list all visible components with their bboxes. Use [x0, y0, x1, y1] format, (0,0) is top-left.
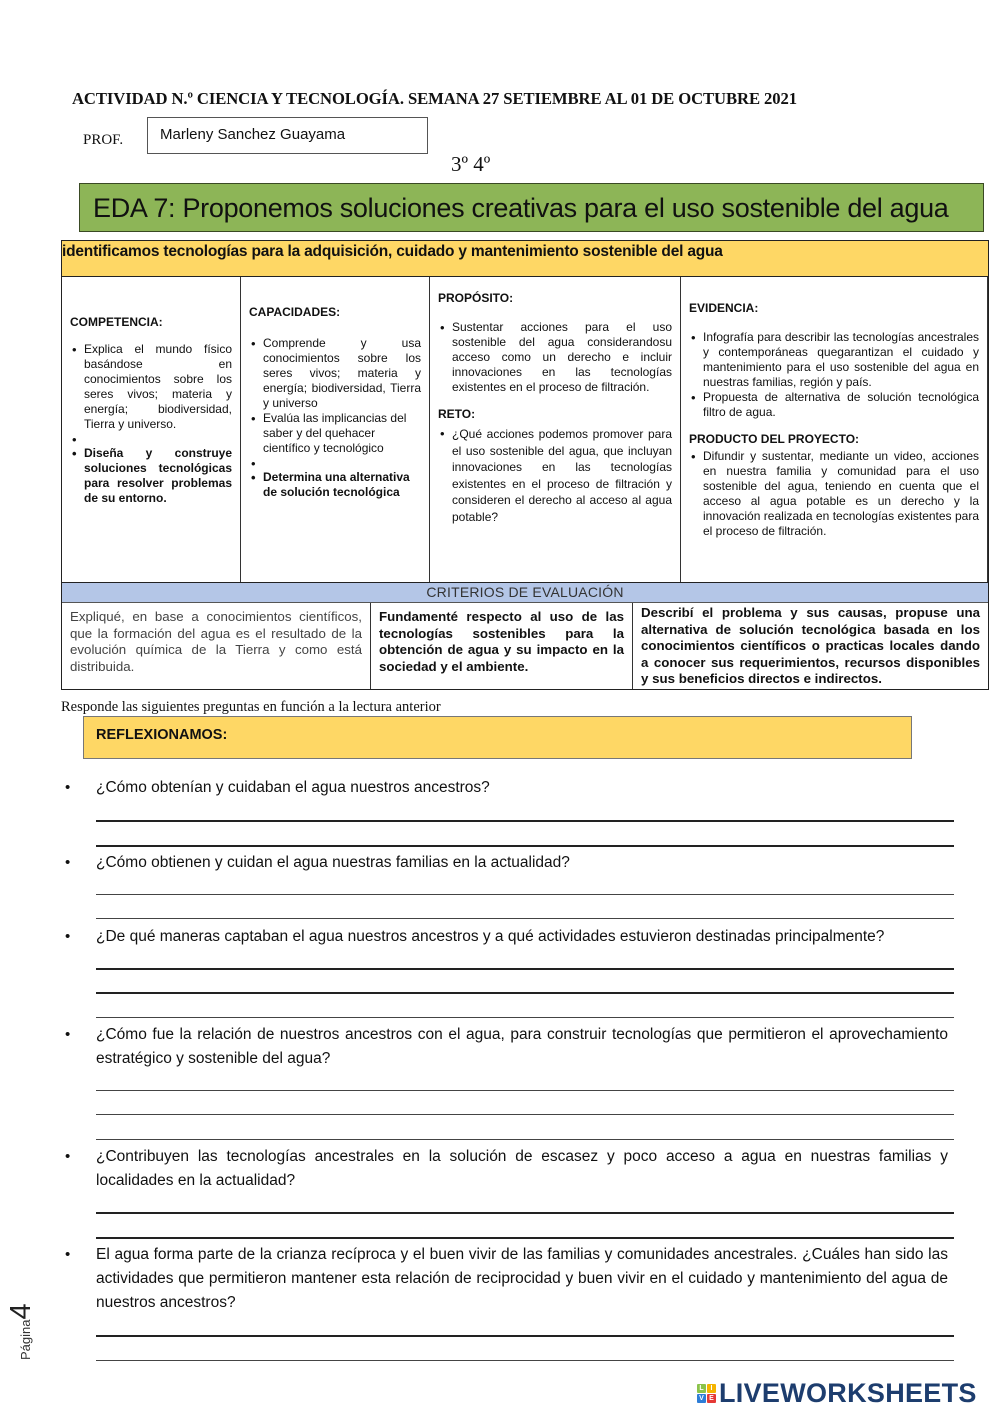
evidencia-item: • Infografía para describir las tecnologías ancestrales y contemporáneas quegarantizan el cuidado y mantenimiento para el uso sostenible del agua en nuestras familias, región y país. — [689, 330, 979, 390]
criterio-1: Expliqué, en base a conocimientos científicos, que la formación del agua es el resultado de la evolución química de la Tierra y como está distribuida. — [62, 603, 371, 689]
capacidad-item: • Evalúa las implicancias del saber y del quehacer científico y tecnológico — [249, 411, 421, 456]
page-label: Página — [18, 1319, 33, 1360]
spacer — [70, 432, 232, 446]
capacidades-heading: CAPACIDADES: — [249, 305, 341, 319]
evidencia-item: • Propuesta de alternativa de solución tecnológica filtro de agua. — [689, 390, 979, 420]
answer-line-6b[interactable] — [96, 1360, 954, 1361]
competencia-heading: COMPETENCIA: — [70, 315, 163, 329]
producto-item: • Difundir y sustentar, mediante un video, acciones en nuestra familia y comunidad para el uso sostenible del agua, teniendo en cuenta que el acceso al agua potable es un derecho y la innovación realizada en tecnologías existentes para el proceso de filtración. — [689, 449, 979, 539]
answer-line-4c[interactable] — [96, 1139, 954, 1140]
answer-line-2b[interactable] — [96, 918, 954, 919]
live-badge-icon: L I V E — [697, 1384, 716, 1403]
capacidad-item: • Determina una alternativa de solución tecnológica — [249, 470, 421, 500]
criterio-3: Describí el problema y sus causas, propuse una alternativa de solución tecnológica basada en los conocimientos científicos o practicas locales dando a conocer sus requerimientos, recursos disponibles y sus beneficios directos e indirectos. — [641, 605, 980, 686]
criterio-2: Fundamenté respecto al uso de las tecnologías sostenibles para la obtención de agua y su impacto en la sociedad y el ambiente. — [371, 603, 633, 689]
answer-line-3b[interactable] — [96, 992, 954, 994]
producto-heading: PRODUCTO DEL PROYECTO: — [689, 432, 860, 446]
competencia-item: • Explica el mundo físico basándose en conocimientos sobre los seres vivos; materia y energía; biodiversidad, Tierra y universo. — [70, 342, 232, 432]
competencia-cell — [62, 277, 241, 582]
criterios-heading: CRITERIOS DE EVALUACIÓN — [62, 582, 988, 603]
activity-title: ACTIVIDAD N.º CIENCIA Y TECNOLOGÍA. SEMANA 27 SETIEMBRE AL 01 DE OCTUBRE 2021 — [72, 89, 797, 108]
proposito-heading: PROPÓSITO: — [438, 291, 514, 305]
capacidades-cell — [241, 277, 430, 582]
competencia-item: • Diseña y construye soluciones tecnológicas para resolver problemas de su entorno. — [70, 446, 232, 506]
question-2: • ¿Cómo obtienen y cuidan el agua nuestras familias en la actualidad? — [96, 851, 948, 875]
spacer — [249, 456, 421, 470]
answer-line-6a[interactable] — [96, 1335, 954, 1337]
answer-line-1b[interactable] — [96, 845, 954, 847]
answer-line-4b[interactable] — [96, 1114, 954, 1115]
question-5: • ¿Contribuyen las tecnologías ancestrales en la solución de escasez y poco acceso a agua en nuestras familias y localidades en la actualidad? — [96, 1145, 948, 1193]
proposito-item: • Sustentar acciones para el uso sostenible del agua considerandosu acceso como un derecho e incluir innovaciones en las tecnologías existentes en el proceso de filtración. — [438, 320, 672, 395]
question-6: • El agua forma parte de la crianza recíproca y el buen vivir de las familias y comunidades ancestrales. ¿Cuáles han sido las actividades que permitieron mantener esta relación de reciprocidad y buen vivir en el cuidado y mantenimiento del agua de nuestros ancestros? — [96, 1243, 948, 1315]
teacher-name-field[interactable]: Marleny Sanchez Guayama — [147, 117, 428, 154]
brand-text: LIVEWORKSHEETS — [719, 1378, 977, 1408]
liveworksheets-logo — [697, 1379, 977, 1407]
question-1: • ¿Cómo obtenían y cuidaban el agua nuestros ancestros? — [96, 776, 948, 800]
reflexionamos-banner: REFLEXIONAMOS: — [83, 716, 912, 759]
answer-line-1a[interactable] — [96, 820, 954, 822]
evidencia-heading: EVIDENCIA: — [689, 301, 759, 315]
prof-label: PROF. — [83, 132, 124, 148]
question-3: • ¿De qué maneras captaban el agua nuestros ancestros y a qué actividades estuvieron destinadas principalmente? — [96, 925, 948, 949]
answer-line-2a[interactable] — [96, 894, 954, 895]
reto-heading: RETO: — [438, 407, 476, 421]
table-subtitle: identificamos tecnologías para la adquisición, cuidado y mantenimiento sostenible del agua — [62, 241, 988, 277]
instructions-text: Responde las siguientes preguntas en función a la lectura anterior — [61, 699, 441, 715]
evidencia-cell — [681, 277, 988, 582]
proposito-cell — [430, 277, 681, 582]
criterios-row — [62, 603, 988, 689]
page-number — [5, 1303, 38, 1360]
learning-table — [61, 240, 989, 690]
question-4: • ¿Cómo fue la relación de nuestros ancestros con el agua, para construir tecnologías que permitieron el aprovechamiento estratégico y sostenible del agua? — [96, 1023, 948, 1071]
answer-line-3a[interactable] — [96, 968, 954, 970]
grade-label: 3º 4º — [451, 152, 491, 176]
eda-title-banner: EDA 7: Proponemos soluciones creativas para el uso sostenible del agua — [79, 183, 984, 232]
answer-line-5b[interactable] — [96, 1237, 954, 1239]
answer-line-4a[interactable] — [96, 1090, 954, 1091]
page-number-value: 4 — [5, 1303, 37, 1320]
reto-item: • ¿Qué acciones podemos promover para el uso sostenible del agua, que incluyan innovaciones en las tecnologías existentes en el proceso de filtración y consideren el derecho al acceso al agua potable? — [438, 426, 672, 526]
answer-line-5a[interactable] — [96, 1212, 954, 1214]
answer-line-3c[interactable] — [96, 1017, 954, 1018]
capacidad-item: • Comprende y usa conocimientos sobre los seres vivos; materia y energía; biodiversidad, Tierra y universo — [249, 336, 421, 411]
